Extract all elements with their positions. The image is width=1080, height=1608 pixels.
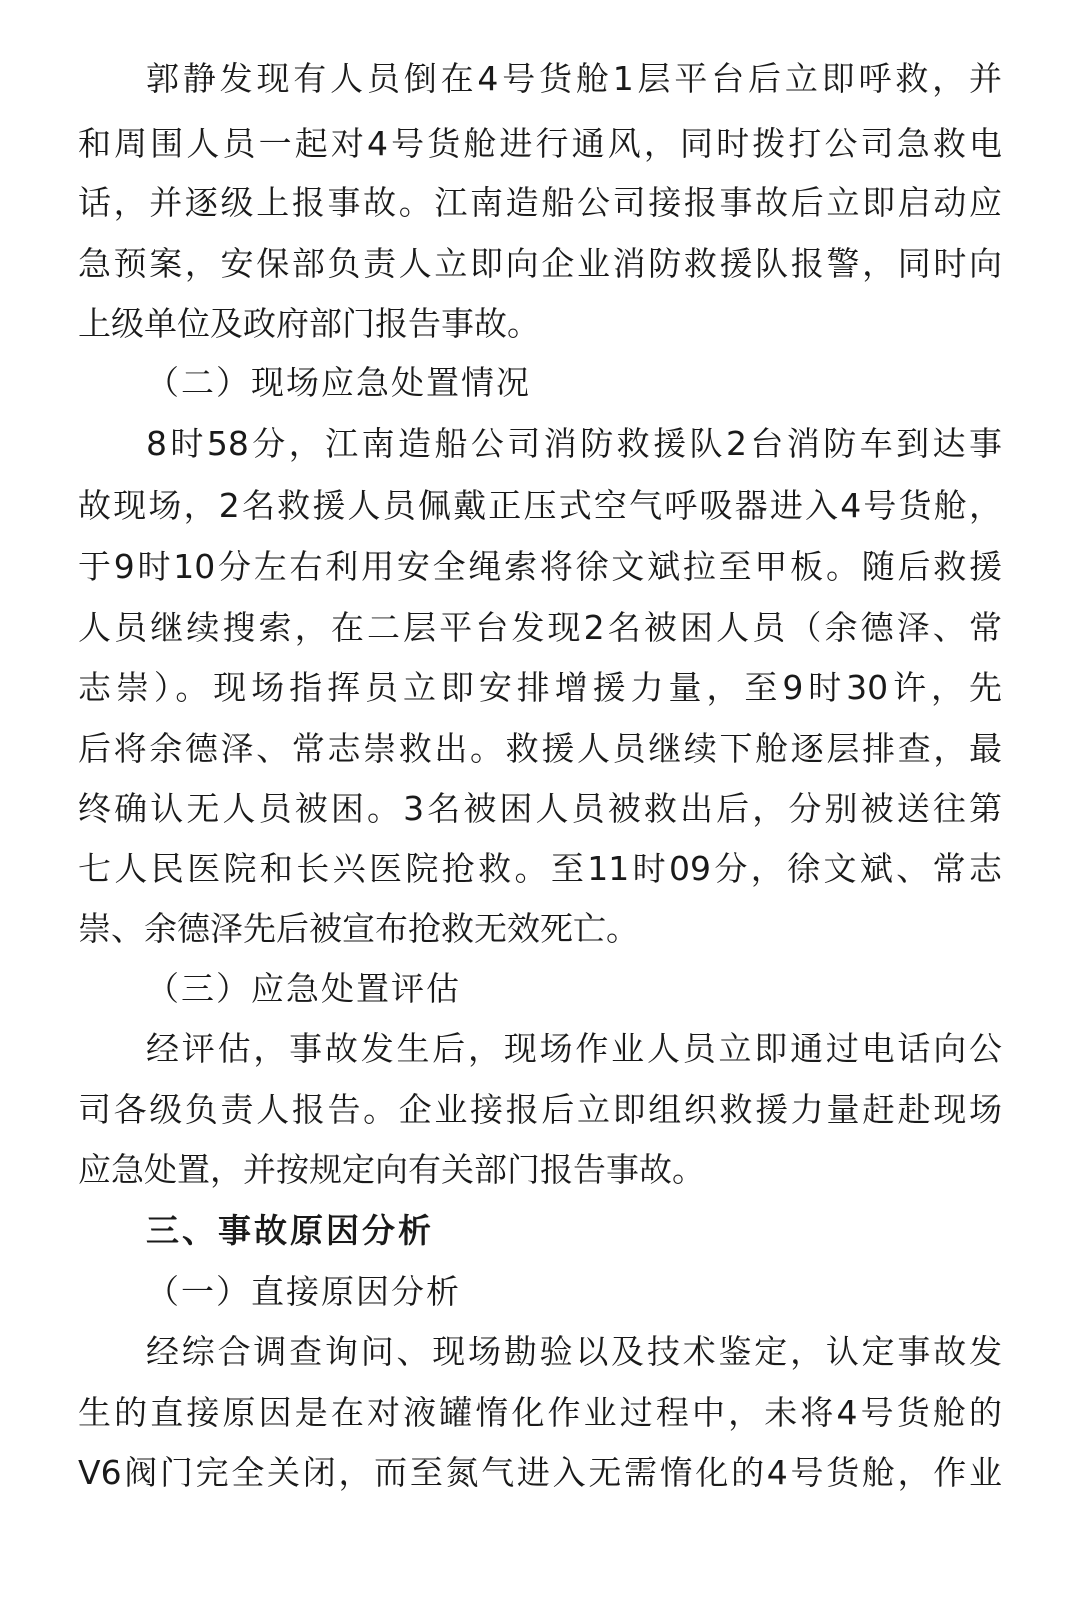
paragraph-line: 于9时10分左右利用安全绳索将徐文斌拉至甲板。随后救援 xyxy=(78,547,1002,586)
paragraph-line: 上级单位及政府部门报告事故。 xyxy=(78,304,540,343)
paragraph-line: 郭静发现有人员倒在4号货舱1层平台后立即呼救，并 xyxy=(146,59,1002,98)
paragraph-line: 应急处置，并按规定向有关部门报告事故。 xyxy=(78,1150,705,1189)
paragraph-line: 后将余德泽、常志崇救出。救援人员继续下舱逐层排查，最 xyxy=(78,729,1002,768)
paragraph-line: 急预案，安保部负责人立即向企业消防救援队报警，同时向 xyxy=(78,244,1002,283)
paragraph-line: 司各级负责人报告。企业接报后立即组织救援力量赶赴现场 xyxy=(78,1090,1002,1129)
section-heading: 三、事故原因分析 xyxy=(146,1211,434,1250)
paragraph-line: 七人民医院和长兴医院抢救。至11时09分，徐文斌、常志 xyxy=(78,849,1002,888)
paragraph-line: 故现场，2名救援人员佩戴正压式空气呼吸器进入4号货舱， xyxy=(78,486,1002,525)
paragraph-line: 志崇）。现场指挥员立即安排增援力量，至9时30许，先 xyxy=(78,668,1002,707)
paragraph-line: 经综合调查询问、现场勘验以及技术鉴定，认定事故发 xyxy=(146,1332,1002,1371)
paragraph-line: 生的直接原因是在对液罐惰化作业过程中，未将4号货舱的 xyxy=(78,1393,1002,1432)
paragraph-line: 和周围人员一起对4号货舱进行通风，同时拨打公司急救电 xyxy=(78,124,1002,163)
paragraph-line: 崇、余德泽先后被宣布抢救无效死亡。 xyxy=(78,909,639,948)
paragraph-line: 经评估，事故发生后，现场作业人员立即通过电话向公 xyxy=(146,1029,1002,1068)
paragraph-line: V6阀门完全关闭，而至氮气进入无需惰化的4号货舱，作业 xyxy=(78,1453,1002,1492)
paragraph-line: 终确认无人员被困。3名被困人员被救出后，分别被送往第 xyxy=(78,789,1002,828)
paragraph-line: 8时58分，江南造船公司消防救援队2台消防车到达事 xyxy=(146,424,1002,463)
paragraph-line: 话，并逐级上报事故。江南造船公司接报事故后立即启动应 xyxy=(78,183,1002,222)
subsection-heading: （二）现场应急处置情况 xyxy=(146,363,531,402)
paragraph-line: 人员继续搜索，在二层平台发现2名被困人员（余德泽、常 xyxy=(78,608,1002,647)
subsection-heading: （三）应急处置评估 xyxy=(146,969,461,1008)
subsection-heading: （一）直接原因分析 xyxy=(146,1272,461,1311)
